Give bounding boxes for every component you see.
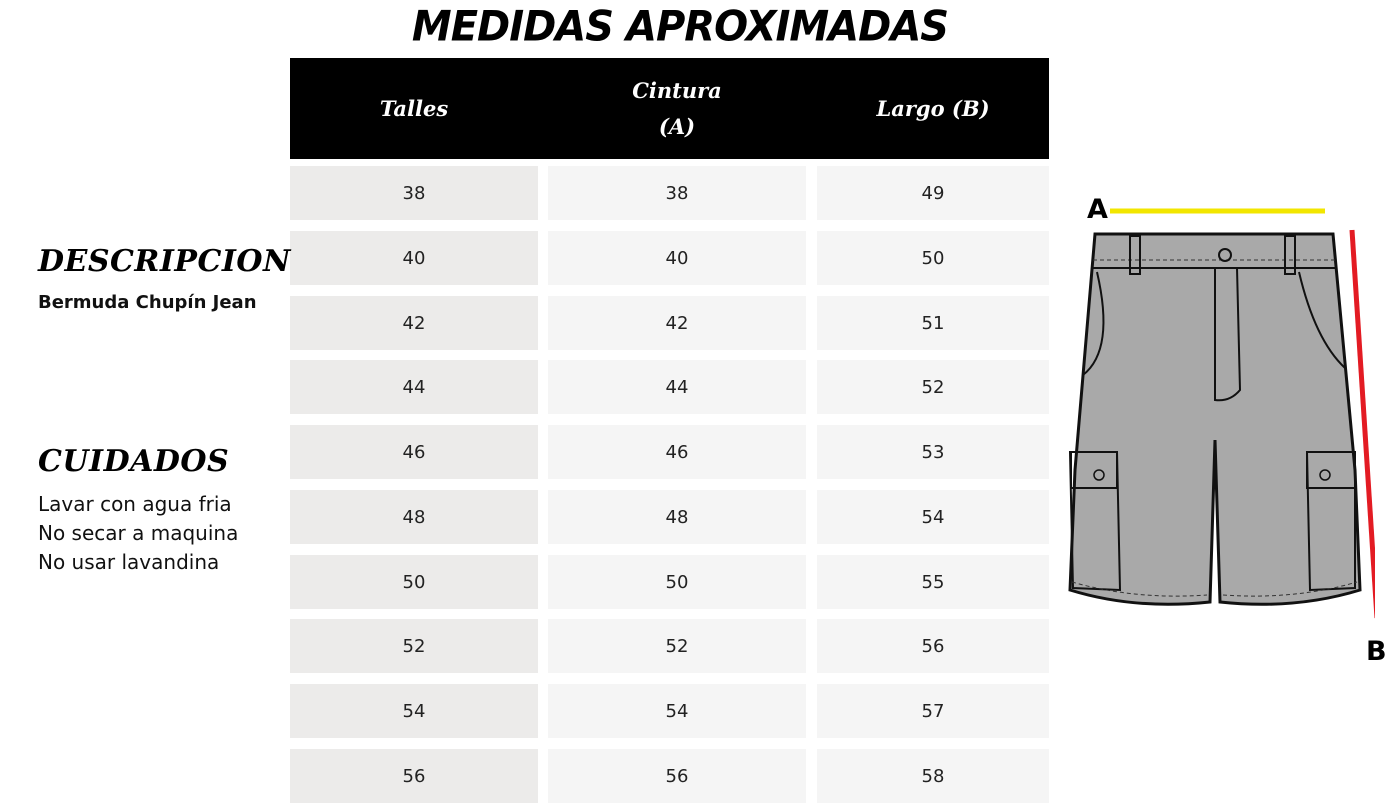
cell-largo: 51 <box>817 296 1049 350</box>
cell-cintura: 44 <box>548 360 806 414</box>
cell-largo: 49 <box>817 166 1049 220</box>
cell-cintura: 42 <box>548 296 806 350</box>
cell-largo: 50 <box>817 231 1049 285</box>
cell-largo: 55 <box>817 555 1049 609</box>
cell-cintura: 54 <box>548 684 806 738</box>
cell-cintura: 46 <box>548 425 806 479</box>
header-largo: Largo (B) <box>876 95 990 121</box>
cell-cintura: 48 <box>548 490 806 544</box>
cell-talle: 46 <box>290 425 538 479</box>
description-text: Bermuda Chupín Jean <box>38 292 257 313</box>
description-heading: DESCRIPCION <box>38 244 291 279</box>
cell-cintura: 38 <box>548 166 806 220</box>
cell-talle: 38 <box>290 166 538 220</box>
label-a: A <box>1087 194 1108 225</box>
cell-largo: 52 <box>817 360 1049 414</box>
cell-talle: 44 <box>290 360 538 414</box>
care-list <box>38 490 238 577</box>
cell-cintura: 40 <box>548 231 806 285</box>
cell-talle: 40 <box>290 231 538 285</box>
header-talles: Talles <box>379 95 449 121</box>
cell-talle: 54 <box>290 684 538 738</box>
cell-largo: 53 <box>817 425 1049 479</box>
cell-largo: 56 <box>817 619 1049 673</box>
cell-largo: 58 <box>817 749 1049 803</box>
cell-talle: 42 <box>290 296 538 350</box>
page-title: MEDIDAS APROXIMADAS <box>411 2 949 52</box>
care-item: No usar lavandina <box>38 550 220 574</box>
cell-talle: 56 <box>290 749 538 803</box>
cell-largo: 54 <box>817 490 1049 544</box>
cell-cintura: 50 <box>548 555 806 609</box>
cell-talle: 52 <box>290 619 538 673</box>
cell-talle: 48 <box>290 490 538 544</box>
header-cintura: Cintura (A) <box>632 77 722 139</box>
cell-talle: 50 <box>290 555 538 609</box>
care-item: Lavar con agua fria <box>38 492 232 516</box>
shorts-diagram <box>1055 190 1375 630</box>
table-header <box>290 58 1049 159</box>
cell-cintura: 56 <box>548 749 806 803</box>
care-heading: CUIDADOS <box>38 444 230 479</box>
cell-cintura: 52 <box>548 619 806 673</box>
care-item: No secar a maquina <box>38 521 239 545</box>
cell-largo: 57 <box>817 684 1049 738</box>
label-b: B <box>1366 636 1387 667</box>
